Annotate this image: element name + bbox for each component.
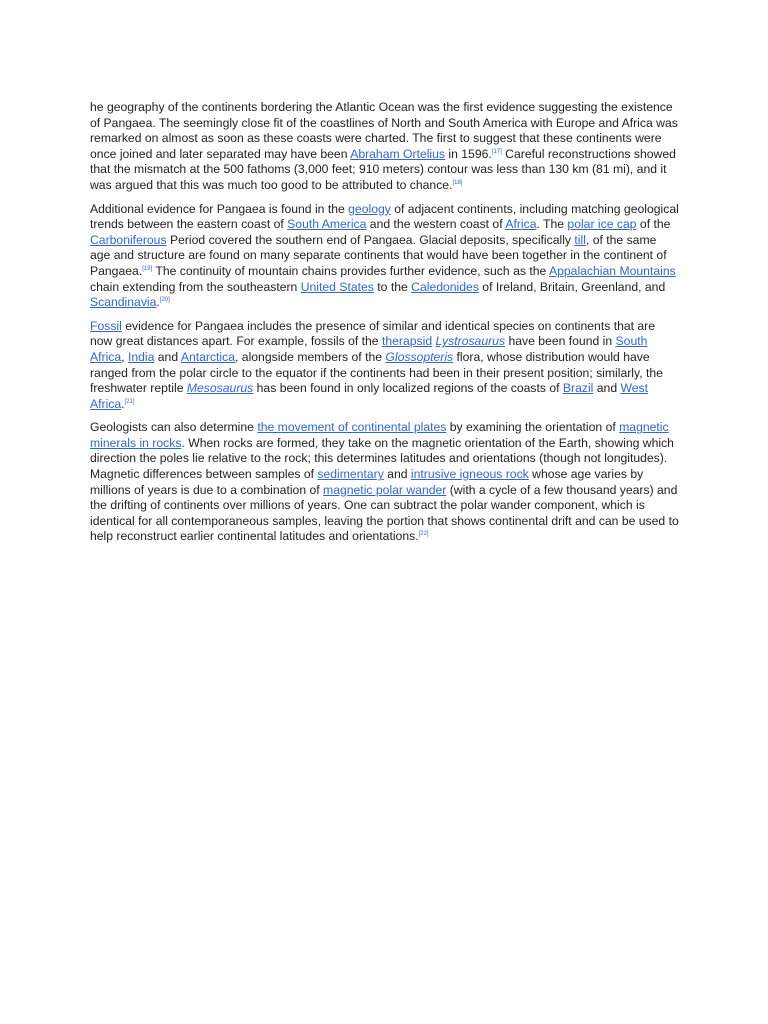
link-india[interactable]: India [127,349,155,364]
link-till[interactable]: till [574,232,586,247]
link-brazil[interactable]: Brazil [562,381,594,396]
paragraph-text: evidence for Pangaea includes the presence of similar and identical species on continents that are now great distances apart. For example, fossils of the [90,318,656,349]
link-carboniferous[interactable]: Carboniferous [90,232,167,247]
paragraph-text: . [156,295,160,310]
paragraph-text: whose age varies by millions of years is due to a combination of [90,467,644,497]
paragraph-text: of Ireland, Britain, Greenland, and [478,279,666,294]
link-antarctica[interactable]: Antarctica [180,349,236,364]
paragraph-text: chain extending from the southeastern [90,279,301,294]
citation-link[interactable]: [22] [418,531,429,538]
paragraph-fossil-evidence [90,319,680,413]
paragraph-text: , alongside members of the [235,349,386,364]
link-united-states[interactable]: United States [300,279,374,294]
paragraph-text: . [121,396,125,411]
link-appalachian-mountains[interactable]: Appalachian Mountains [548,263,676,278]
link-scandinavia[interactable]: Scandinavia [90,295,157,310]
paragraph-text: Period covered the southern end of Pangaea. Glacial deposits, specifically [166,232,575,247]
paragraph-text: Additional evidence for Pangaea is found in the [90,201,349,216]
paragraph-text: flora, whose distribution would have ranged from the polar circle to the equator if the continents had been in their present position; similarly, the freshwater reptile [90,349,663,396]
paragraph-text: of adjacent continents, including matching geological trends between the eastern coast of [90,201,679,232]
paragraph-text: Geologists can also determine [90,420,258,435]
citation-19[interactable] [142,266,152,272]
link-caledonides[interactable]: Caledonides [411,279,479,294]
paragraph-text: and [593,381,621,396]
link-polar-ice-cap[interactable]: polar ice cap [567,217,637,232]
link-mesosaurus[interactable]: Mesosaurus [186,381,254,396]
link-south-america[interactable]: South America [287,217,367,232]
link-west-africa[interactable]: West Africa [90,381,649,411]
link-therapsid[interactable]: therapsid [381,334,433,349]
paragraph-text: in 1596. [445,146,492,161]
citation-link[interactable]: [17] [491,148,502,155]
link-intrusive-igneous-rock[interactable]: intrusive igneous rock [410,467,529,482]
link-magnetic-polar-wander[interactable]: magnetic polar wander [323,482,447,497]
link-glossopteris[interactable]: Glossopteris [385,349,454,364]
paragraph-text: , of the same age and structure are found on many separate continents that would have been together in the continent of Pangaea. [90,232,667,278]
paragraph-text: and the western coast of [366,217,506,232]
paragraph-text: of the [636,217,671,232]
paragraph-geology-evidence [90,202,680,311]
paragraph-text: (with a cycle of a few thousand years) and the drifting of continents over millions of years. One can subtract the polar wander component, which is identical for all contemporaneous samples, leaving the portion that shows continental drift and can be used to help reconstruct earlier continental latitudes and orientations. [90,482,679,544]
link-fossil[interactable]: Fossil [90,318,122,333]
article-body [90,100,680,553]
link-magnetic-minerals-in-rocks[interactable]: magnetic minerals in rocks [90,420,669,450]
citation-21[interactable] [125,399,135,405]
paragraph-text: has been found in only localized regions of the coasts of [253,381,563,396]
link-abraham-ortelius[interactable]: Abraham Ortelius [350,146,446,161]
link-geology[interactable]: geology [348,201,391,216]
citation-link[interactable]: [19] [142,265,153,272]
citation-17[interactable] [492,149,502,155]
citation-20[interactable] [160,297,170,303]
citation-link[interactable]: [21] [124,398,135,405]
paragraph-text: and [154,349,181,364]
paragraph-coastline-fit [90,100,680,194]
paragraph-text: . The [536,217,568,232]
link-sedimentary[interactable]: sedimentary [317,467,384,482]
link-movement-of-continental-plates[interactable]: the movement of continental plates [257,420,447,435]
paragraph-text: have been found in [505,334,616,349]
paragraph-text: . When rocks are formed, they take on the magnetic orientation of the Earth, showing which direction the poles lie relative to the rock; this determines latitudes and orientations (though not longitudes). Magnetic differences between samples of [90,435,674,482]
citation-18[interactable] [452,180,462,186]
paragraph-text: , [121,349,128,364]
citation-22[interactable] [419,531,429,537]
link-lystrosaurus[interactable]: Lystrosaurus [435,334,506,349]
link-south-africa[interactable]: South Africa [90,334,648,364]
paragraph-text: by examining the orientation of [446,420,620,435]
citation-link[interactable]: [20] [159,297,170,304]
paragraph-text: and [383,467,411,482]
paragraph-text: to the [373,279,412,294]
citation-link[interactable]: [18] [452,179,463,186]
paragraph-text: The continuity of mountain chains provides further evidence, such as the [152,263,549,278]
paragraph-text: Careful reconstructions showed that the mismatch at the 500 fathoms (3,000 feet; 910 meters) contour was less than 130 km (81 mi), and it was argued that this was much too good to be attributed to chance. [90,146,676,192]
paragraph-paleomagnetism [90,420,680,545]
paragraph-text: he geography of the continents bordering the Atlantic Ocean was the first evidence suggesting the existence of Pangaea. The seemingly close fit of the coastlines of North and South America with Europe and Africa was remarked on almost as soon as these coasts were charted. The first to suggest that these continents were once joined and later separated may have been [90,100,678,161]
link-africa[interactable]: Africa [505,217,537,232]
